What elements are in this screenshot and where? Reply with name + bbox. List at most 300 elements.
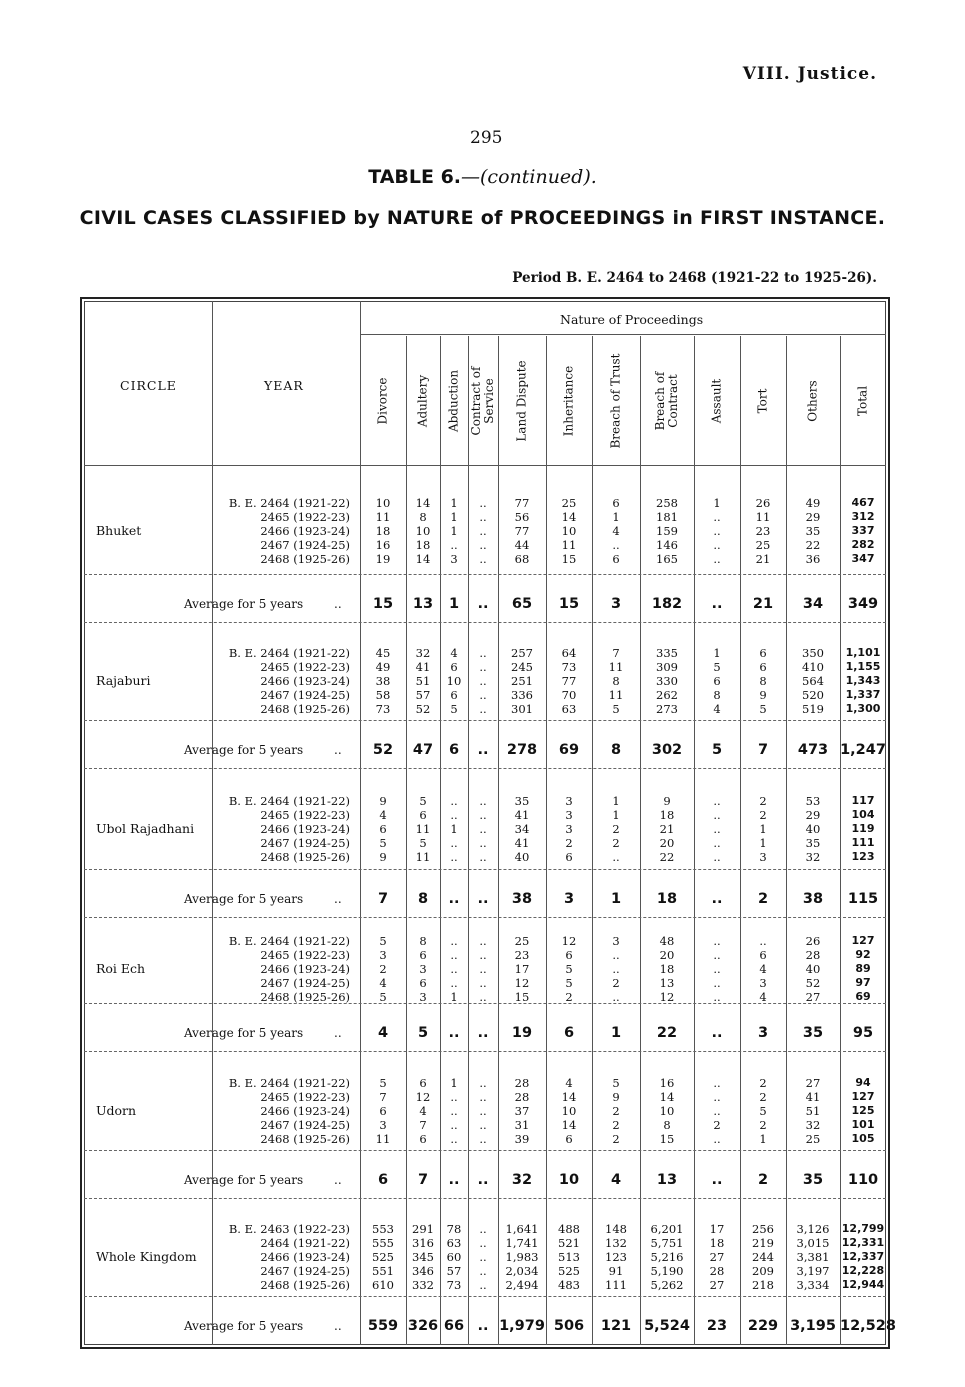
table-cell: 12,228	[841, 1264, 885, 1277]
table-cell: 25	[561, 496, 577, 510]
table-cell: 14	[415, 552, 431, 566]
table-cell: ..	[479, 808, 487, 822]
table-cell: 127	[851, 934, 875, 947]
table-cell: 4	[379, 808, 387, 822]
table-cell: 123	[605, 1250, 627, 1264]
block-separator	[84, 1051, 886, 1052]
table-cell: 12	[659, 990, 675, 1004]
table-cell: 9	[379, 850, 387, 864]
table-cell: 3,015	[796, 1236, 830, 1250]
table-cell: 3	[759, 850, 767, 864]
table-cell: ..	[713, 962, 721, 976]
table-cell: ..	[479, 496, 487, 510]
table-cell: 2	[759, 1076, 767, 1090]
table-cell: 2	[759, 794, 767, 808]
table-cell: 8	[419, 934, 427, 948]
year-label: 2465 (1922-23)	[260, 660, 350, 674]
year-label: 2468 (1925-26)	[260, 1278, 350, 1292]
block-separator	[84, 622, 886, 623]
table-cell: 26	[755, 496, 771, 510]
col-header-inheritance	[546, 340, 592, 462]
block-separator	[84, 574, 886, 575]
table-cell: 25	[514, 934, 530, 948]
table-cell: 219	[752, 1236, 774, 1250]
table-cell: 21	[659, 822, 675, 836]
table-cell: 4	[759, 962, 767, 976]
table-cell: 1,337	[845, 688, 881, 701]
table-cell: ..	[479, 524, 487, 538]
group-header: Nature of Proceedings	[560, 312, 704, 327]
table-cell: ..	[479, 1236, 487, 1250]
average-cell: ..	[711, 891, 723, 907]
page-number: 295	[470, 128, 503, 148]
table-cell: 3	[379, 948, 387, 962]
table-cell: 12	[561, 934, 577, 948]
table-cell: 6	[759, 646, 767, 660]
table-cell: 28	[514, 1090, 530, 1104]
average-cell: 52	[372, 742, 394, 758]
table-cell: 6	[565, 850, 573, 864]
table-cell: ..	[713, 990, 721, 1004]
col-header-label: Adultery	[415, 374, 430, 428]
average-cell: 4	[377, 1025, 389, 1041]
table-cell: 5	[379, 934, 387, 948]
table-cell: 23	[514, 948, 530, 962]
table-title-suffix: —(continued).	[461, 166, 597, 188]
table-cell: 1	[759, 836, 767, 850]
table-cell: 1,641	[505, 1222, 539, 1236]
table-cell: 1	[450, 1076, 458, 1090]
circle-name: Whole Kingdom	[96, 1249, 197, 1264]
table-cell: 5	[379, 836, 387, 850]
average-cell: 32	[511, 1172, 533, 1188]
table-cell: 332	[412, 1278, 434, 1292]
col-circle-header: CIRCLE	[120, 378, 177, 393]
col-header-label: Contract of Service	[469, 366, 496, 436]
average-cell: 65	[511, 596, 533, 612]
average-label: Average for 5 years	[184, 1026, 304, 1040]
table-cell: 22	[805, 538, 821, 552]
average-cell: ..	[711, 1025, 723, 1041]
table-cell: 4	[759, 990, 767, 1004]
col-header-contract-of-service	[468, 340, 498, 462]
table-cell: 8	[612, 674, 620, 688]
table-cell: 3	[419, 962, 427, 976]
table-cell: 16	[375, 538, 391, 552]
col-header-total	[840, 340, 886, 462]
year-label: 2467 (1924-25)	[260, 976, 350, 990]
circle-name: Udorn	[96, 1103, 137, 1118]
average-cell: 1,247	[840, 742, 886, 758]
average-cell: 3	[563, 891, 575, 907]
table-cell: 1	[450, 822, 458, 836]
table-cell: 551	[372, 1264, 394, 1278]
table-cell: 3	[565, 808, 573, 822]
average-cell: ..	[477, 1172, 489, 1188]
table-cell: 6	[565, 1132, 573, 1146]
average-dots: ..	[334, 1026, 342, 1040]
col-header-label: Assault	[709, 378, 724, 424]
table-cell: 32	[415, 646, 431, 660]
table-cell: ..	[713, 836, 721, 850]
table-cell: 6	[419, 976, 427, 990]
col-header-label: Total	[855, 385, 870, 417]
table-cell: 58	[375, 688, 391, 702]
average-dots: ..	[334, 1319, 342, 1333]
average-cell: 23	[706, 1318, 728, 1334]
table-cell: 148	[605, 1222, 627, 1236]
table-cell: 301	[511, 702, 533, 716]
col-header-assault	[694, 340, 740, 462]
table-cell: 8	[663, 1118, 671, 1132]
table-cell: ..	[479, 538, 487, 552]
table-cell: ..	[479, 1222, 487, 1236]
table-cell: 5	[565, 962, 573, 976]
table-cell: 60	[446, 1250, 462, 1264]
table-cell: 1	[612, 794, 620, 808]
table-cell: 77	[561, 674, 577, 688]
table-cell: ..	[479, 822, 487, 836]
table-cell: ..	[450, 1118, 458, 1132]
table-cell: 12	[514, 976, 530, 990]
year-label: 2468 (1925-26)	[260, 702, 350, 716]
table-cell: 41	[415, 660, 431, 674]
average-cell: 302	[651, 742, 683, 758]
table-cell: 52	[415, 702, 431, 716]
table-cell: 10	[561, 524, 577, 538]
average-cell: 121	[600, 1318, 632, 1334]
year-label: 2467 (1924-25)	[260, 538, 350, 552]
table-cell: 97	[855, 976, 871, 989]
year-label: 2468 (1925-26)	[260, 1132, 350, 1146]
table-cell: ..	[479, 1278, 487, 1292]
table-cell: 4	[713, 702, 721, 716]
table-cell: 3	[419, 990, 427, 1004]
table-cell: 262	[656, 688, 678, 702]
table-cell: 6,201	[650, 1222, 684, 1236]
table-cell: 68	[514, 552, 530, 566]
table-cell: ..	[450, 934, 458, 948]
table-cell: 51	[415, 674, 431, 688]
col-header-adultery	[406, 340, 440, 462]
col-header-tort	[740, 340, 786, 462]
table-cell: 14	[415, 496, 431, 510]
table-cell: 73	[375, 702, 391, 716]
table-cell: 29	[805, 808, 821, 822]
table-cell: 123	[851, 850, 875, 863]
table-cell: 5	[759, 702, 767, 716]
table-cell: 6	[450, 660, 458, 674]
average-cell: 34	[802, 596, 824, 612]
table-cell: 28	[514, 1076, 530, 1090]
table-cell: 53	[805, 794, 821, 808]
table-cell: 525	[558, 1264, 580, 1278]
table-cell: ..	[713, 794, 721, 808]
average-cell: 2	[757, 1172, 769, 1188]
average-cell: 95	[852, 1025, 874, 1041]
average-cell: 8	[610, 742, 622, 758]
table-cell: 40	[805, 822, 821, 836]
table-cell: 127	[851, 1090, 875, 1103]
year-label: 2466 (1923-24)	[260, 962, 350, 976]
table-cell: 18	[659, 808, 675, 822]
table-cell: 2	[612, 1118, 620, 1132]
table-cell: ..	[450, 850, 458, 864]
year-label: 2468 (1925-26)	[260, 990, 350, 1004]
table-cell: 10	[375, 496, 391, 510]
table-cell: 2	[612, 1104, 620, 1118]
circle-name: Bhuket	[96, 523, 142, 538]
table-cell: 11	[415, 822, 431, 836]
table-cell: 21	[755, 552, 771, 566]
table-cell: 245	[511, 660, 533, 674]
col-header-label: Breach of Trust	[608, 353, 623, 449]
year-label: 2468 (1925-26)	[260, 552, 350, 566]
table-cell: 467	[851, 496, 875, 509]
table-cell: 39	[514, 1132, 530, 1146]
table-cell: 6	[612, 552, 620, 566]
table-cell: 15	[659, 1132, 675, 1146]
year-label: B. E. 2464 (1921-22)	[228, 934, 350, 948]
table-cell: 35	[805, 524, 821, 538]
average-cell: ..	[477, 596, 489, 612]
table-cell: 10	[415, 524, 431, 538]
table-cell: 11	[375, 510, 391, 524]
table-cell: 181	[656, 510, 678, 524]
table-cell: 6	[612, 496, 620, 510]
table-cell: 132	[605, 1236, 627, 1250]
table-cell: ..	[713, 934, 721, 948]
average-dots: ..	[334, 892, 342, 906]
table-cell: 5	[450, 702, 458, 716]
average-cell: 6	[448, 742, 460, 758]
average-cell: 1	[610, 1025, 622, 1041]
average-label: Average for 5 years	[184, 597, 304, 611]
table-cell: 56	[514, 510, 530, 524]
average-cell: 5	[417, 1025, 429, 1041]
table-cell: 5	[759, 1104, 767, 1118]
table-cell: 525	[372, 1250, 394, 1264]
average-cell: ..	[448, 891, 460, 907]
average-cell: ..	[477, 742, 489, 758]
table-cell: 256	[752, 1222, 774, 1236]
table-cell: 5	[612, 1076, 620, 1090]
table-cell: ..	[713, 850, 721, 864]
table-cell: 2	[612, 1132, 620, 1146]
table-cell: 2,494	[505, 1278, 539, 1292]
table-cell: 5	[565, 976, 573, 990]
block-separator	[84, 720, 886, 721]
table-cell: 63	[561, 702, 577, 716]
average-cell: 3	[610, 596, 622, 612]
table-cell: 610	[372, 1278, 394, 1292]
average-cell: ..	[477, 1318, 489, 1334]
year-label: B. E. 2463 (1922-23)	[228, 1222, 350, 1236]
table-cell: ..	[713, 510, 721, 524]
table-cell: ..	[612, 948, 620, 962]
table-cell: 91	[608, 1264, 624, 1278]
table-cell: 5	[419, 794, 427, 808]
average-cell: 473	[797, 742, 829, 758]
table-cell: 6	[759, 948, 767, 962]
table-cell: ..	[450, 976, 458, 990]
col-header-divorce	[360, 340, 406, 462]
table-cell: 3,126	[796, 1222, 830, 1236]
table-cell: 159	[656, 524, 678, 538]
table-cell: 1	[450, 510, 458, 524]
table-cell: 1	[713, 496, 721, 510]
table-cell: 316	[412, 1236, 434, 1250]
average-cell: 115	[847, 891, 879, 907]
average-cell: 110	[847, 1172, 879, 1188]
table-cell: 2	[759, 808, 767, 822]
table-cell: 111	[851, 836, 875, 849]
table-cell: 101	[851, 1118, 875, 1131]
table-cell: ..	[479, 794, 487, 808]
average-cell: 8	[417, 891, 429, 907]
average-cell: ..	[448, 1025, 460, 1041]
table-cell: 29	[805, 510, 821, 524]
col-header-abduction	[440, 340, 468, 462]
col-header-label: Inheritance	[561, 365, 576, 437]
table-cell: 44	[514, 538, 530, 552]
average-cell: 13	[656, 1172, 678, 1188]
average-cell: 7	[417, 1172, 429, 1188]
average-cell: 19	[511, 1025, 533, 1041]
table-cell: 6	[379, 1104, 387, 1118]
table-subtitle: CIVIL CASES CLASSIFIED by NATURE of PROCEEDINGS in FIRST INSTANCE.	[79, 207, 886, 229]
section-heading: VIII. Justice.	[742, 64, 877, 84]
table-cell: 8	[759, 674, 767, 688]
table-cell: ..	[479, 850, 487, 864]
table-cell: 6	[565, 948, 573, 962]
year-label: 2468 (1925-26)	[260, 850, 350, 864]
table-title	[0, 166, 965, 188]
table-cell: 519	[802, 702, 824, 716]
table-cell: ..	[479, 1250, 487, 1264]
table-cell: 5	[419, 836, 427, 850]
table-cell: 73	[446, 1278, 462, 1292]
table-cell: 45	[375, 646, 391, 660]
table-cell: 2,034	[505, 1264, 539, 1278]
block-separator	[84, 1198, 886, 1199]
table-cell: ..	[479, 1104, 487, 1118]
table-cell: 7	[379, 1090, 387, 1104]
table-cell: 257	[511, 646, 533, 660]
year-label: 2466 (1923-24)	[260, 1250, 350, 1264]
table-cell: ..	[479, 660, 487, 674]
table-cell: 31	[514, 1118, 530, 1132]
col-header-label: Breach of Contract	[653, 371, 680, 431]
table-cell: 3,197	[796, 1264, 830, 1278]
table-cell: 10	[561, 1104, 577, 1118]
table-cell: 40	[514, 850, 530, 864]
table-cell: 26	[805, 934, 821, 948]
average-cell: 506	[553, 1318, 585, 1334]
average-cell: 38	[511, 891, 533, 907]
table-cell: 41	[514, 836, 530, 850]
table-cell: 488	[558, 1222, 580, 1236]
average-cell: 326	[407, 1318, 439, 1334]
table-cell: 2	[713, 1118, 721, 1132]
table-cell: 11	[561, 538, 577, 552]
table-cell: 14	[659, 1090, 675, 1104]
table-cell: 6	[450, 688, 458, 702]
table-cell: 312	[851, 510, 875, 523]
table-cell: 9	[379, 794, 387, 808]
table-cell: 41	[805, 1090, 821, 1104]
average-cell: 1,979	[499, 1318, 545, 1334]
table-cell: 89	[855, 962, 871, 975]
table-cell: 20	[659, 836, 675, 850]
table-cell: 125	[851, 1104, 875, 1117]
table-cell: 9	[759, 688, 767, 702]
table-title-main: TABLE 6.	[368, 166, 462, 188]
table-cell: ..	[479, 1118, 487, 1132]
average-cell: 278	[506, 742, 538, 758]
table-cell: 335	[656, 646, 678, 660]
col-header-breach-of-contract	[640, 340, 694, 462]
table-cell: 336	[511, 688, 533, 702]
table-cell: 9	[612, 1090, 620, 1104]
table-cell: 2	[759, 1090, 767, 1104]
average-cell: ..	[711, 596, 723, 612]
table-cell: 410	[802, 660, 824, 674]
average-cell: 1	[448, 596, 460, 612]
table-cell: ..	[479, 1132, 487, 1146]
circle-name: Rajaburi	[96, 673, 151, 688]
table-cell: 4	[379, 976, 387, 990]
table-cell: 111	[605, 1278, 627, 1292]
table-cell: 11	[375, 1132, 391, 1146]
table-cell: 347	[851, 552, 875, 565]
table-cell: 6	[419, 1132, 427, 1146]
table-cell: 1,155	[845, 660, 881, 673]
table-cell: 14	[561, 1090, 577, 1104]
year-label: 2467 (1924-25)	[260, 688, 350, 702]
year-label: 2464 (1921-22)	[260, 1236, 350, 1250]
table-cell: 1	[612, 808, 620, 822]
col-header-label: Tort	[755, 388, 770, 414]
table-cell: ..	[479, 688, 487, 702]
year-label: B. E. 2464 (1921-22)	[228, 1076, 350, 1090]
table-cell: ..	[450, 962, 458, 976]
table-cell: 553	[372, 1222, 394, 1236]
table-cell: 146	[656, 538, 678, 552]
table-cell: 2	[565, 990, 573, 1004]
year-label: 2465 (1922-23)	[260, 510, 350, 524]
table-cell: ..	[479, 990, 487, 1004]
table-cell: 7	[612, 646, 620, 660]
year-label: 2466 (1923-24)	[260, 1104, 350, 1118]
table-cell: 4	[565, 1076, 573, 1090]
table-cell: ..	[713, 552, 721, 566]
table-cell: 2	[565, 836, 573, 850]
table-cell: 12,799	[841, 1222, 885, 1235]
table-cell: 52	[805, 976, 821, 990]
table-cell: 165	[656, 552, 678, 566]
average-cell: 47	[412, 742, 434, 758]
table-cell: 7	[419, 1118, 427, 1132]
table-cell: 2	[759, 1118, 767, 1132]
average-cell: 10	[558, 1172, 580, 1188]
table-cell: 117	[851, 794, 875, 807]
table-cell: ..	[713, 808, 721, 822]
average-cell: 6	[563, 1025, 575, 1041]
table-cell: 1	[450, 990, 458, 1004]
table-cell: 6	[379, 822, 387, 836]
average-cell: 35	[802, 1025, 824, 1041]
